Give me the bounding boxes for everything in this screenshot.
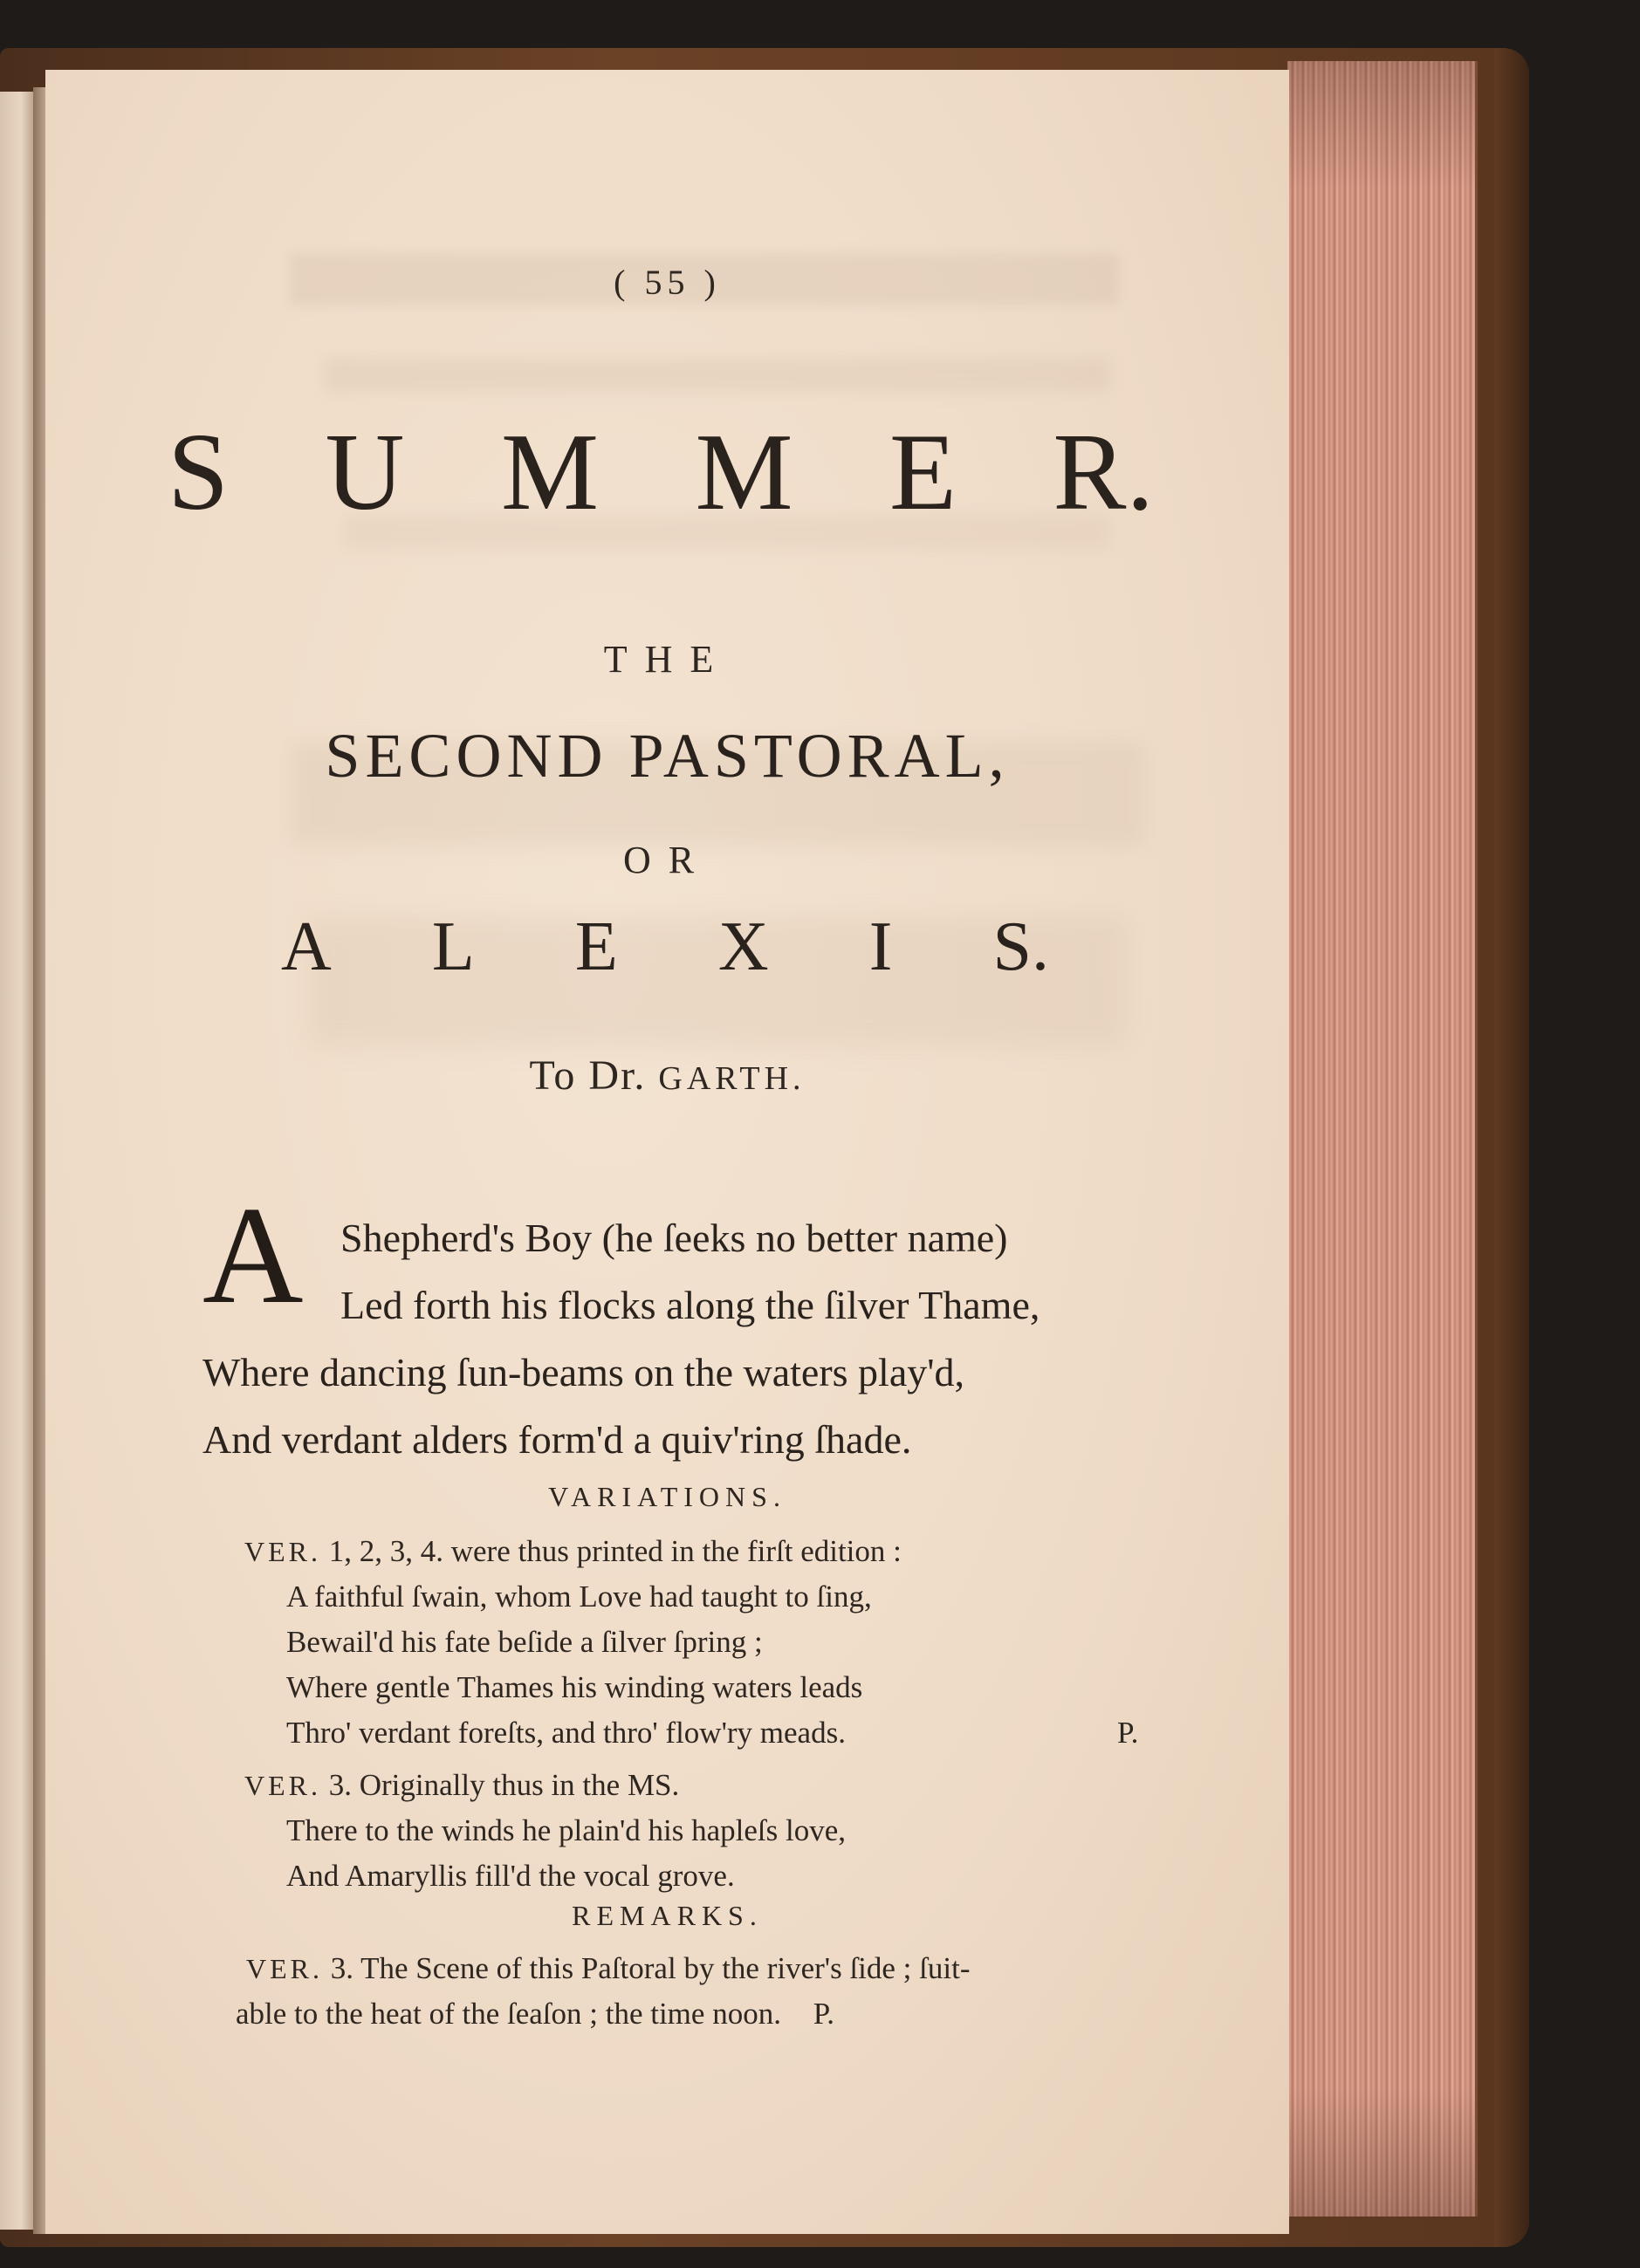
title-letter: M [500, 412, 600, 533]
note-line: There to the winds he plain'd his hapleſs love, [286, 1813, 847, 1847]
variation-note-2 [244, 1763, 1170, 1899]
poem-title [168, 410, 1154, 536]
left-page-sliver [0, 92, 35, 2230]
note-line: Bewail'd his fate beſide a ſilver ſpring ; [286, 1625, 763, 1659]
remark-note [236, 1946, 1241, 2037]
title-letter: R. [1053, 412, 1154, 533]
show-through [290, 253, 1163, 1126]
dedication [45, 1052, 1289, 1100]
note-text: 3. The Scene of this Paſtoral by the river's ſide ; ſuit- [330, 1951, 971, 1985]
dedication-name: GARTH. [658, 1060, 806, 1097]
alexis-letter: A [281, 908, 332, 985]
note-text: Thro' verdant foreſts, and thro' flow'ry meads. [286, 1716, 846, 1750]
alexis-letter: L [431, 908, 475, 985]
title-letter: U [325, 412, 405, 533]
variation-note-1 [244, 1529, 1170, 1756]
poem-verse [202, 1204, 1189, 1473]
note-line: And Amaryllis fill'd the vocal grove. [286, 1859, 735, 1893]
note-text: able to the heat of the ſeaſon ; the time noon. [236, 1997, 781, 2031]
signature: P. [1117, 1716, 1139, 1750]
note-line: A faithful ſwain, whom Love had taught to ſing, [286, 1579, 872, 1614]
book-page [45, 70, 1289, 2234]
remarks-heading: REMARKS. [572, 1900, 763, 1931]
note-text: 3. Originally thus in the MS. [328, 1768, 680, 1802]
note-line: Where gentle Thames his winding waters leads [286, 1670, 863, 1704]
variations-heading: VARIATIONS. [548, 1481, 786, 1512]
verse-line: And verdant alders form'd a quiv'ring ſhade. [202, 1417, 912, 1462]
note-line [244, 1710, 1170, 1756]
ver-label: VER. [244, 1536, 321, 1567]
verse-line: Led forth his flocks along the ſilver Thame, [340, 1283, 1040, 1327]
cover-edge [1494, 48, 1529, 2247]
verse-line: Shepherd's Boy (he ſeeks no better name) [340, 1216, 1008, 1260]
alexis-letter: E [574, 908, 618, 985]
subtitle-the: THE [603, 638, 731, 681]
subtitle-second-pastoral: SECOND PASTORAL, [325, 721, 1010, 791]
title-letter: M [695, 412, 793, 533]
note-text: 1, 2, 3, 4. were thus printed in the firſt edition : [328, 1534, 902, 1568]
page-number: ( 55 ) [614, 263, 721, 302]
title-letter: E [889, 412, 957, 533]
page-block-edges [1287, 61, 1478, 2217]
verse-line: Where dancing ſun-beams on the waters play'd, [202, 1350, 965, 1394]
title-letter: S [168, 412, 230, 533]
note-line [246, 1946, 1241, 1991]
subtitle-or: OR [622, 839, 712, 881]
ver-label: VER. [246, 1953, 323, 1984]
dedication-prefix: To Dr. [529, 1052, 647, 1099]
note-line [244, 1763, 1170, 1808]
note-line [236, 1991, 1241, 2037]
alexis-letter: X [717, 908, 769, 985]
note-line [244, 1529, 1170, 1574]
alexis-letter: S. [992, 908, 1049, 985]
subtitle-alexis [281, 908, 1049, 987]
alexis-letter: I [868, 908, 893, 985]
drop-cap: A [202, 1177, 304, 1333]
ver-label: VER. [244, 1770, 321, 1801]
signature: P. [813, 1997, 835, 2031]
